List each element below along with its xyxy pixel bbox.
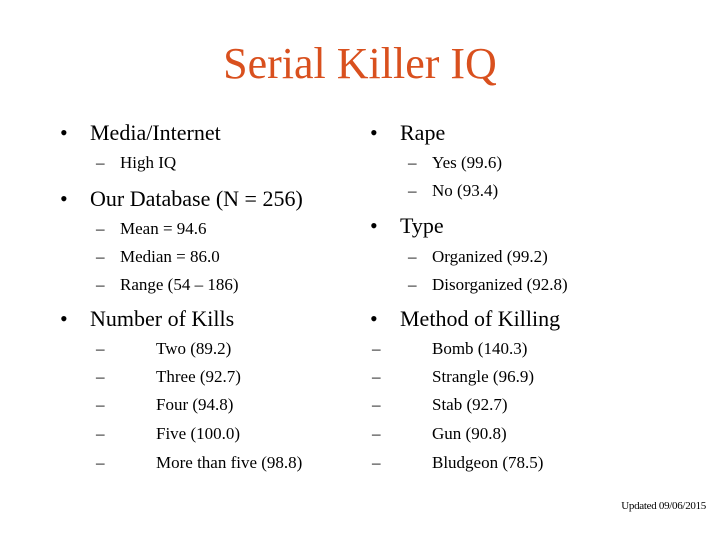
dash-icon: – [96,453,105,472]
sub-item-label: Median = 86.0 [120,247,220,266]
bullet-icon: • [60,186,68,211]
dash-icon: – [96,424,105,443]
dash-icon: – [96,247,105,266]
sub-item-label: Stab (92.7) [432,395,508,414]
dash-icon: – [372,367,381,386]
dash-icon: – [408,275,417,294]
sub-item-label: Five (100.0) [156,424,241,443]
sub-item-label: Range (54 – 186) [120,275,239,294]
sub-item-label: Gun (90.8) [432,424,507,443]
bullet-icon: • [370,120,378,145]
dash-icon: – [96,339,105,358]
sub-item-label: More than five (98.8) [156,453,303,472]
bullet-icon: • [370,213,378,238]
sub-item-label: Three (92.7) [156,367,241,386]
sub-item-label: Organized (99.2) [432,247,548,266]
bullet-label: Media/Internet [90,120,221,145]
sub-item-label: No (93.4) [432,181,499,200]
dash-icon: – [408,247,417,266]
bullet-icon: • [370,306,378,331]
bullet-label: Our Database (N = 256) [90,186,303,211]
bullet-label: Rape [400,120,446,145]
dash-icon: – [372,424,381,443]
dash-icon: – [372,395,381,414]
dash-icon: – [96,275,105,294]
dash-icon: – [96,367,105,386]
updated-date: Updated 09/06/2015 [621,500,706,512]
dash-icon: – [96,153,105,172]
bullet-label: Method of Killing [400,306,561,331]
sub-item-label: Mean = 94.6 [120,219,207,238]
dash-icon: – [408,181,417,200]
dash-icon: – [372,339,381,358]
dash-icon: – [96,219,105,238]
sub-item-label: Disorganized (92.8) [432,275,568,294]
bullet-icon: • [60,120,68,145]
dash-icon: – [372,453,381,472]
bullet-icon: • [60,306,68,331]
sub-item-label: Two (89.2) [156,339,232,358]
dash-icon: – [96,395,105,414]
bullet-label: Type [400,213,444,238]
sub-item-label: Strangle (96.9) [432,367,534,386]
sub-item-label: Four (94.8) [156,395,234,414]
sub-item-label: Bludgeon (78.5) [432,453,544,472]
bullet-label: Number of Kills [90,306,235,331]
sub-item-label: High IQ [120,153,177,172]
sub-item-label: Bomb (140.3) [432,339,528,358]
sub-item-label: Yes (99.6) [432,153,503,172]
dash-icon: – [408,153,417,172]
slide-title: Serial Killer IQ [223,39,497,88]
